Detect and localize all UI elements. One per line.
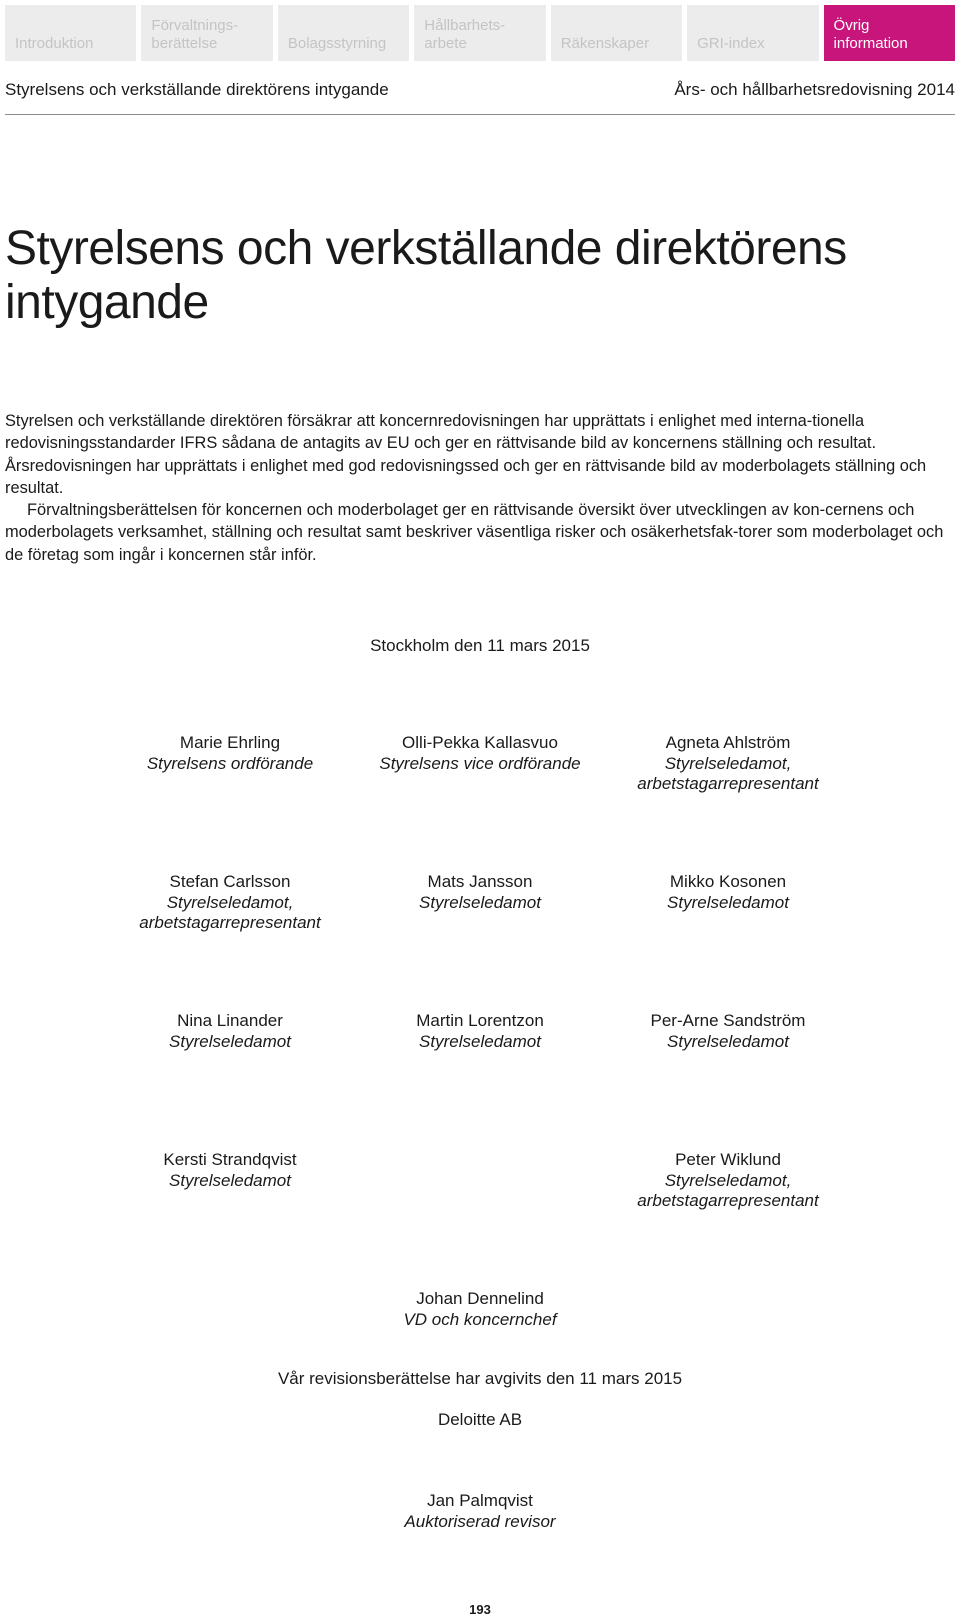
tab-label: Hållbarhets- arbete: [424, 17, 506, 52]
auditor-role: Auktoriserad revisor: [404, 1511, 556, 1531]
tab-gri-index[interactable]: [687, 5, 818, 61]
page-number: 193: [469, 1602, 491, 1617]
signatory: [568, 733, 888, 795]
signatory-name: Kersti Strandqvist: [163, 1150, 297, 1169]
signatory: [568, 1150, 888, 1212]
section-nav: [5, 5, 955, 61]
signatory-name: Mikko Kosonen: [669, 872, 787, 891]
signatory-role: Styrelseledamot: [419, 892, 541, 912]
signatory-ceo: [320, 1289, 640, 1330]
paragraph: Förvaltningsberättelsen för koncernen och moderbolaget ger en rättvisande översikt över utvecklingen av kon-cernens och moderbolagets verksamhet, ställning och resultat samt beskriver väsentliga risker och osäkerhetsfak-torer som moderbolaget och de företag som ingår i koncernen står inför.: [5, 501, 944, 564]
signatory-role: Styrelseledamot: [667, 892, 789, 912]
tab-label: Övrig information: [833, 17, 908, 52]
signatory-role: VD och koncernchef: [403, 1309, 557, 1329]
auditor: [320, 1491, 640, 1532]
tab-introduktion[interactable]: [5, 5, 136, 61]
paragraph: Styrelsen och verkställande direktören försäkrar att koncernredovisningen har upprättats i enlighet med interna-tionella redovisningsstandarder IFRS sådana de antagits av EU och ger en rättvisande bild av koncernens ställning och resultat. Årsredovisningen har upprättats i enlighet med god redovisningssed och ger en rättvisande bild av moderbolagets ställning och resultat.: [5, 412, 927, 497]
tab-label: Förvaltnings- berättelse: [151, 17, 239, 52]
running-header: [5, 80, 955, 100]
signatory-name: Johan Dennelind: [416, 1289, 544, 1308]
signatory-role: Styrelseledamot, arbetstagarrepresentant: [637, 1170, 819, 1210]
signatory-role: Styrelseledamot: [169, 1031, 291, 1051]
signatory: [568, 1011, 888, 1052]
signatory: [70, 1150, 390, 1191]
tab-label: Introduktion: [15, 35, 94, 52]
page-title: Styrelsens och verkställande direktörens intygande: [5, 222, 847, 329]
tab-bolagsstyrning[interactable]: [278, 5, 409, 61]
signatory-role: Styrelseledamot: [667, 1031, 789, 1051]
signatory: [568, 872, 888, 913]
signatory-name: Olli-Pekka Kallasvuo: [402, 733, 558, 752]
auditor-name: Jan Palmqvist: [427, 1491, 533, 1510]
signatory-role: Styrelseledamot: [169, 1170, 291, 1190]
place-date: Stockholm den 11 mars 2015: [370, 636, 590, 655]
tab-forvaltningsberattelse[interactable]: [141, 5, 272, 61]
section-title: Styrelsens och verkställande direktörens intygande: [5, 80, 389, 99]
tab-rakenskaper[interactable]: [551, 5, 682, 61]
tab-hallbarhetsarbete[interactable]: [414, 5, 545, 61]
signatory-role: Styrelsens ordförande: [146, 753, 314, 773]
signatory-role: Styrelseledamot, arbetstagarrepresentant: [139, 892, 321, 932]
header-divider: [5, 114, 955, 115]
signatory-name: Marie Ehrling: [179, 733, 281, 752]
audit-firm: Deloitte AB: [437, 1410, 523, 1429]
signatory-name: Mats Jansson: [427, 872, 533, 891]
signatory-role: Styrelsens vice ordförande: [379, 753, 581, 773]
report-title: Års- och hållbarhetsredovisning 2014: [674, 80, 955, 99]
audit-statement: Vår revisionsberättelse har avgivits den 11 mars 2015: [277, 1369, 683, 1388]
tab-label: Bolagsstyrning: [287, 35, 387, 52]
signatory-name: Agneta Ahlström: [665, 733, 791, 752]
signatory-role: Styrelseledamot, arbetstagarrepresentant: [637, 753, 819, 793]
tab-ovrig-information[interactable]: [824, 5, 955, 61]
body-text: [5, 410, 950, 566]
signatory-name: Per-Arne Sandström: [650, 1011, 806, 1030]
signatory-name: Martin Lorentzon: [416, 1011, 544, 1030]
tab-label: GRI-index: [697, 35, 765, 52]
signatory-name: Stefan Carlsson: [169, 872, 291, 891]
signatory-name: Peter Wiklund: [675, 1150, 781, 1169]
signatory-role: Styrelseledamot: [419, 1031, 541, 1051]
signatory-name: Nina Linander: [177, 1011, 283, 1030]
tab-label: Räkenskaper: [560, 35, 650, 52]
